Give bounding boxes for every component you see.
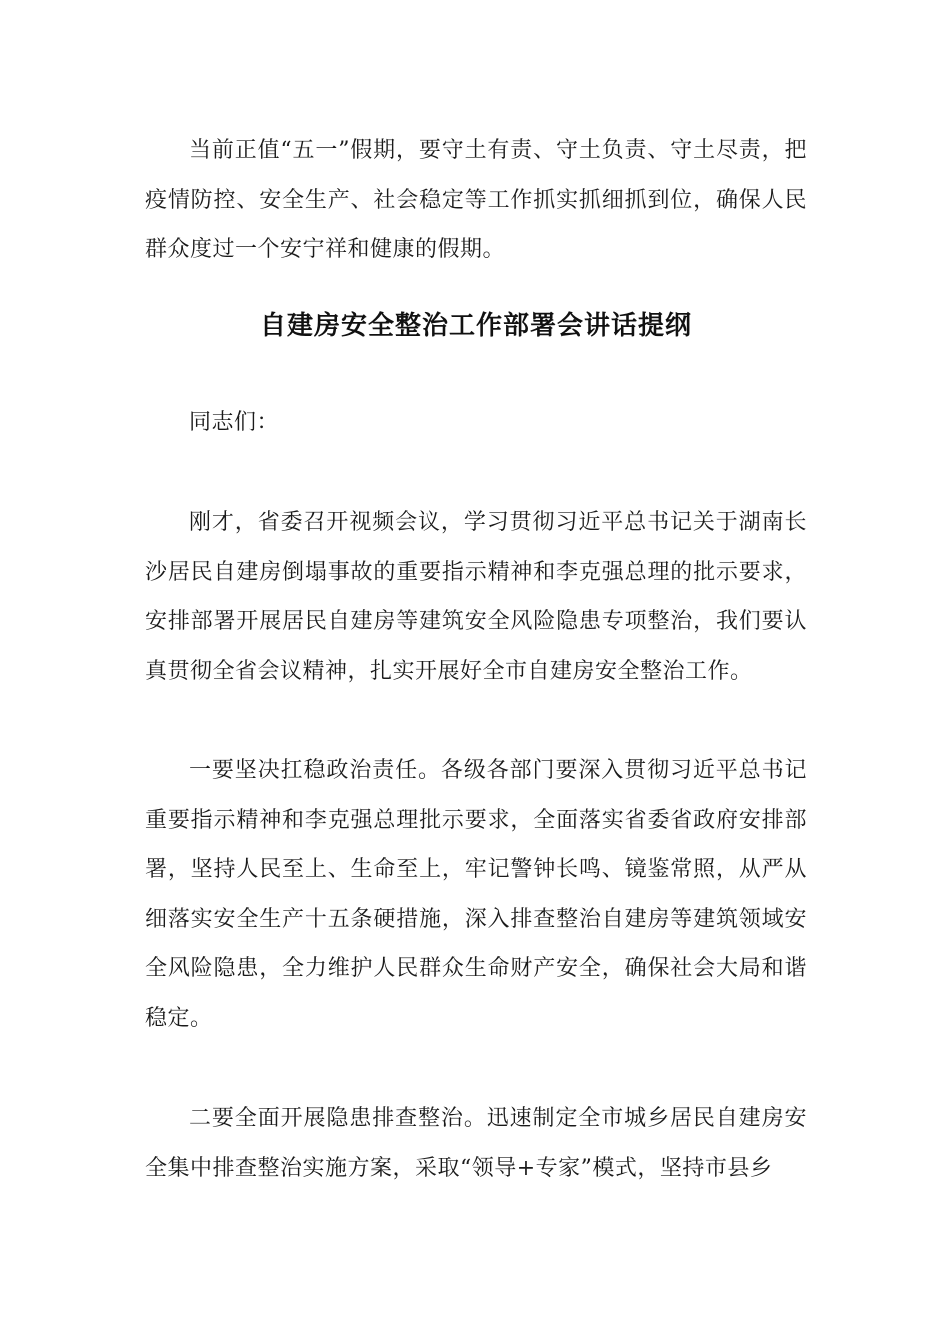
body-paragraph-1: 刚才，省委召开视频会议，学习贯彻习近平总书记关于湖南长沙居民自建房倒塌事故的重要指示精神和李克强总理的批示要求，安排部署开展居民自建房等建筑安全风险隐患专项整治，我们要认真贯彻全省会议精神，扎实开展好全市自建房安全整治工作。 bbox=[145, 510, 807, 684]
body-paragraph-2: 一要坚决扛稳政治责任。各级各部门要深入贯彻习近平总书记重要指示精神和李克强总理批示要求，全面落实省委省政府安排部署，坚持人民至上、生命至上，牢记警钟长鸣、镜鉴常照，从严从细落实安全生产十五条硬措施，深入排查整治自建房等建筑领域安全风险隐患，全力维护人民群众生命财产安全，确保社会大局和谐稳定。 bbox=[145, 758, 807, 1031]
body-paragraph-3: 二要全面开展隐患排查整治。迅速制定全市城乡居民自建房安全集中排查整治实施方案，采取“领导+专家”模式，坚持市县乡 bbox=[145, 1106, 807, 1181]
salutation: 同志们： bbox=[189, 410, 280, 435]
document-title: 自建房安全整治工作部署会讲话提纲 bbox=[259, 311, 692, 341]
intro-paragraph: 当前正值“五一”假期，要守土有责、守土负责、守土尽责，把疫情防控、安全生产、社会稳定等工作抓实抓细抓到位，确保人民群众度过一个安宁祥和健康的假期。 bbox=[145, 138, 807, 262]
